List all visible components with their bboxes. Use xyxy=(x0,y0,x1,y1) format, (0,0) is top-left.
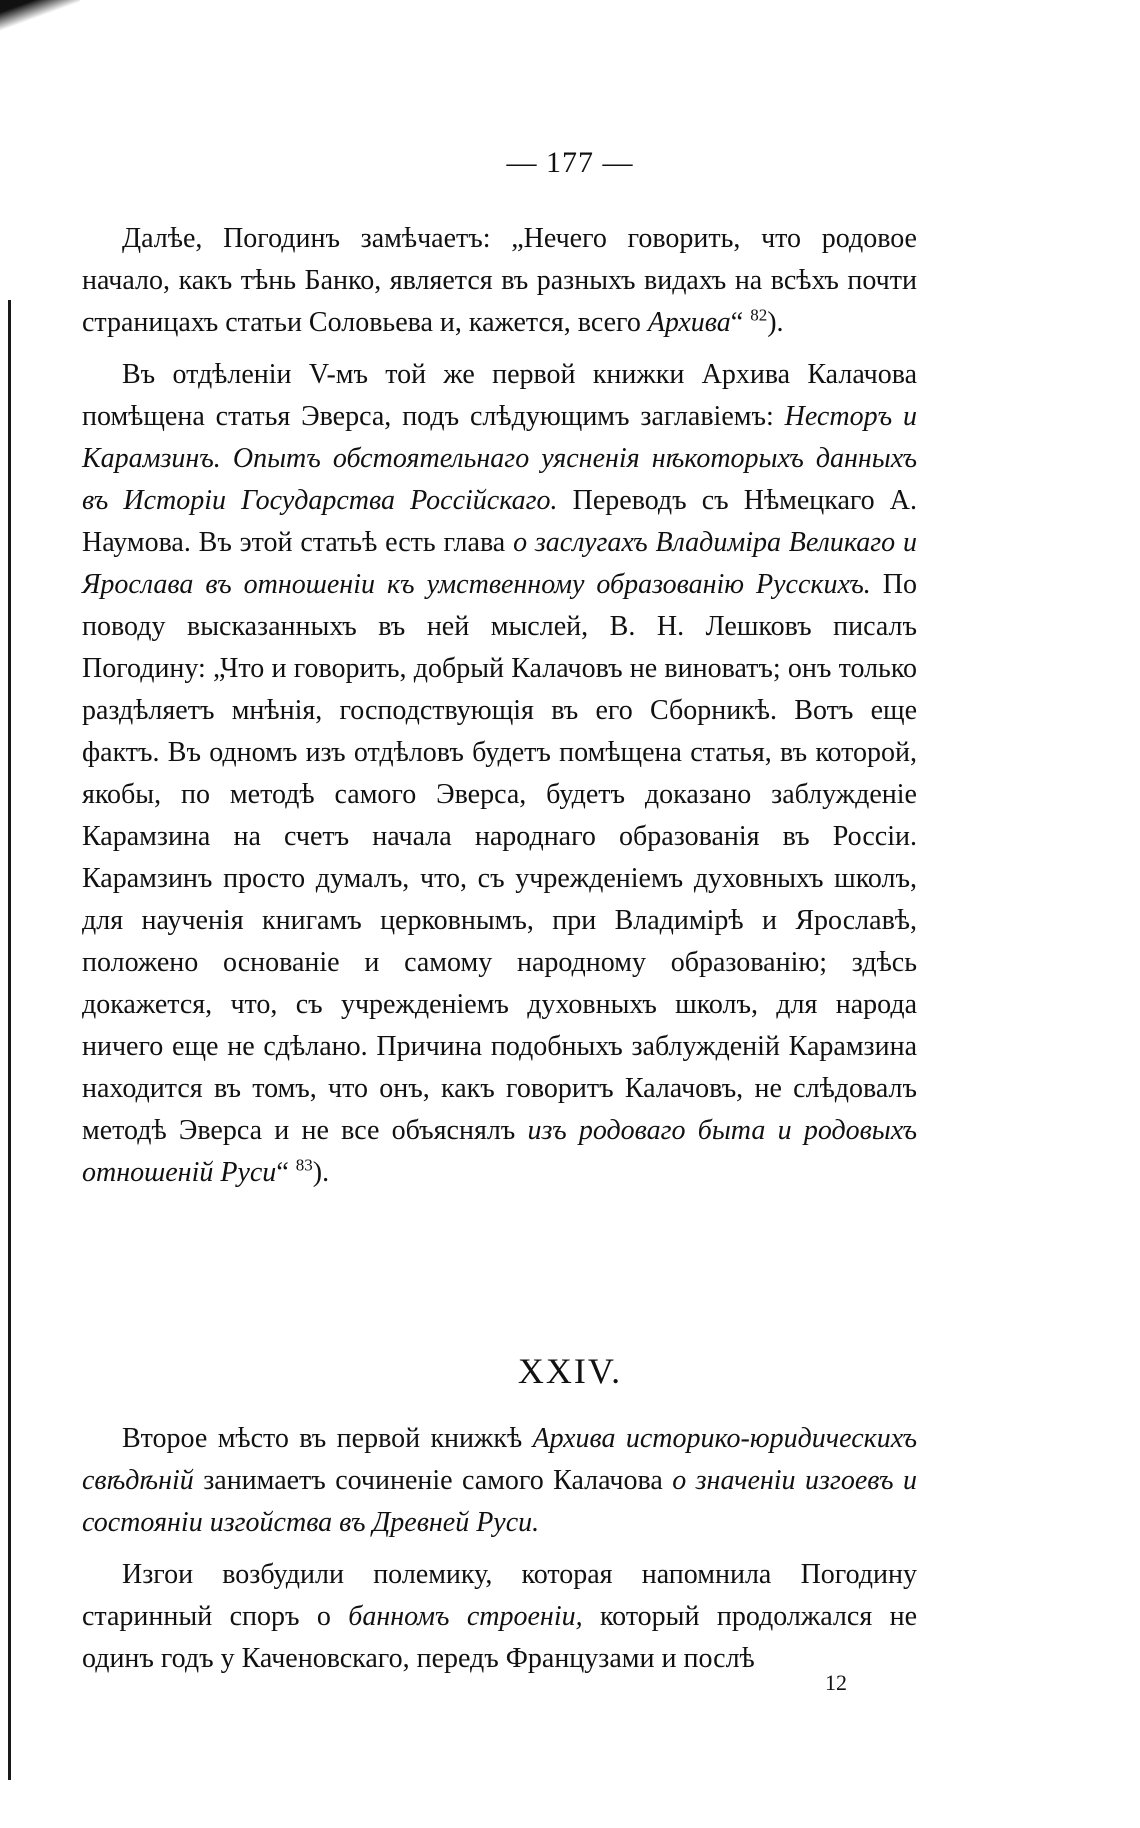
footnote-ref: 82 xyxy=(750,305,768,325)
italic-run: банномъ строеніи, xyxy=(348,1601,583,1632)
italic-run: о значеніи изгоевъ и состояніи изгойства въ Древней Руси. xyxy=(82,1465,917,1538)
italic-run: о заслугахъ Владиміра Великаго и Ярослава въ отношеніи къ умственному образованію Русскихъ. xyxy=(82,527,918,600)
text-run: Въ отдѣленіи V-мъ той же первой книжки Архива Калачова помѣщена статья Эверса, подъ слѣдующимъ заглавіемъ: xyxy=(82,359,917,432)
italic-run: изъ родоваго быта и родовыхъ отношеній Руси xyxy=(82,1115,917,1188)
text-run: “ xyxy=(276,1157,296,1188)
paragraph xyxy=(82,1554,917,1680)
page-number: — 177 — xyxy=(506,146,634,179)
italic-run: Несторъ и Карамзинъ. Опытъ обстоятельнаго уясненія нѣкоторыхъ данныхъ въ Исторіи Государства Россійскаго. xyxy=(82,401,917,516)
text-run: ). xyxy=(312,1157,330,1188)
paragraph xyxy=(82,1418,917,1544)
text-run: занимаетъ сочиненіе самого Калачова xyxy=(193,1465,673,1496)
text-run: который продолжался не одинъ годъ у Каченовскаго, передъ Французами и послѣ xyxy=(82,1601,918,1674)
footnote-ref: 83 xyxy=(295,1155,313,1175)
italic-run: Архива xyxy=(647,307,731,338)
text-run: По поводу высказанныхъ въ ней мыслей, В. Н. Лешковъ писалъ Погодину: „Что и говорить, добрый Калачовъ не виноватъ; онъ только раздѣляетъ мнѣнія, господствующія въ его Сборникѣ. Вотъ еще фактъ. Въ одномъ изъ отдѣловъ будетъ помѣщена статья, въ которой, якобы, по методѣ самого Эверса, будетъ доказано заблужденіе Карамзина на счетъ начала народнаго образованія въ Россіи. Карамзинъ просто думалъ, что, съ учрежденіемъ духовныхъ школъ, для наученія книгамъ церковнымъ, при Владимірѣ и Ярославѣ, положено основаніе и самому народному образованію; здѣсь докажется, что, съ учрежденіемъ духовныхъ школъ, для народа ничего еще не сдѣлано. Причина подобныхъ заблужденій Карамзина находится въ томъ, что онъ, какъ говоритъ Калачовъ, не слѣдовалъ методѣ Эверса и не все объяснялъ xyxy=(82,569,917,1146)
text-run: Переводъ съ Нѣмецкаго А. Наумова. Въ этой статьѣ есть глава xyxy=(82,485,917,558)
paragraph xyxy=(82,218,917,344)
text-run: ). xyxy=(767,307,784,338)
scan-edge-line xyxy=(8,300,11,1780)
text-block-2 xyxy=(82,1418,917,1690)
text-block-1 xyxy=(82,218,917,1204)
text-run: Второе мѣсто въ первой книжкѣ xyxy=(122,1423,533,1454)
signature-mark: 12 xyxy=(825,1670,847,1695)
text-run: Изгои возбудили полемику, которая напомнила Погодину старинный споръ о xyxy=(82,1559,917,1632)
italic-run: Архива историко-юридическихъ свѣдѣній xyxy=(82,1423,917,1496)
text-run: “ xyxy=(730,307,751,338)
chapter-heading: XXIV. xyxy=(517,1351,623,1391)
scan-corner-mark xyxy=(0,0,80,40)
paragraph xyxy=(82,354,917,1194)
text-run: Далѣе, Погодинъ замѣчаетъ: „Нечего говорить, что родовое начало, какъ тѣнь Банко, является въ разныхъ видахъ на всѣхъ почти страницахъ статьи Соловьева и, кажется, всего xyxy=(82,223,917,338)
